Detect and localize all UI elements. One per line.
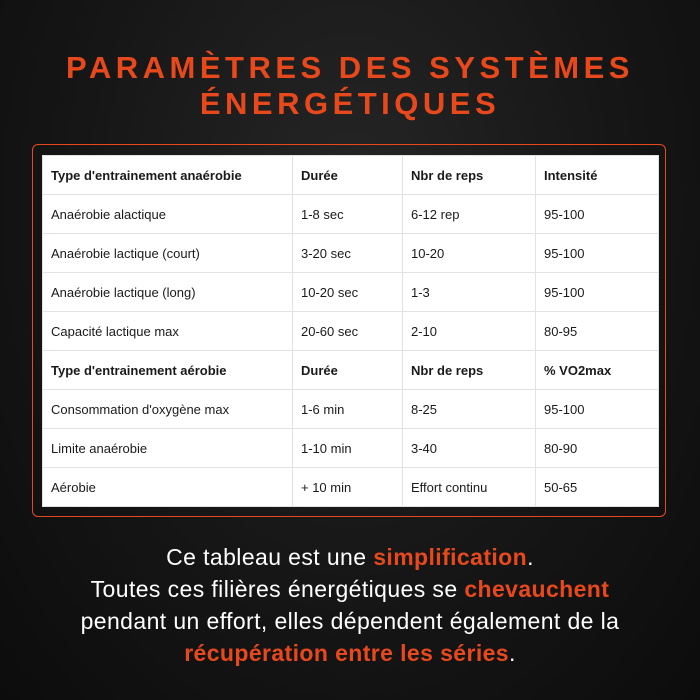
table-cell: 3-40 [403,429,536,468]
table-cell: + 10 min [293,468,403,507]
table-row [43,468,659,507]
table-cell: Consommation d'oxygène max [43,390,293,429]
table-cell: 1-8 sec [293,195,403,234]
table-cell: 3-20 sec [293,234,403,273]
caption-text [0,541,700,669]
table-cell: 1-3 [403,273,536,312]
header-cell-type: Type d'entrainement aérobie [43,351,293,390]
table-cell: 95-100 [536,273,659,312]
table-cell: Anaérobie alactique [43,195,293,234]
table-row [43,234,659,273]
table-row [43,312,659,351]
table-row [43,273,659,312]
header-cell-type: Type d'entrainement anaérobie [43,156,293,195]
caption-text-segment: Ce tableau est une [166,544,374,570]
page-title-line-1: PARAMÈTRES DES SYSTÈMES [65,50,634,85]
caption-text-segment: Toutes ces filières énergétiques se [90,576,465,602]
header-cell-reps: Nbr de reps [403,351,536,390]
table-cell: 8-25 [403,390,536,429]
caption-line-2 [0,573,700,605]
header-cell-vo2max: % VO2max [536,351,659,390]
table-cell: 95-100 [536,195,659,234]
table-cell: 80-95 [536,312,659,351]
caption-highlight-recuperation: récupération entre les séries [184,640,509,666]
table-cell: Aérobie [43,468,293,507]
caption-text-segment: . [509,640,516,666]
table-row [43,195,659,234]
caption-highlight-simplification: simplification [373,544,528,570]
header-cell-intensity: Intensité [536,156,659,195]
anaerobic-header-row [43,156,659,195]
caption-line-4 [0,637,700,669]
table-cell: 95-100 [536,234,659,273]
table-row [43,429,659,468]
table-cell: 10-20 [403,234,536,273]
table-cell: 50-65 [536,468,659,507]
table-cell: 1-10 min [293,429,403,468]
table-cell: Limite anaérobie [43,429,293,468]
table-cell: 80-90 [536,429,659,468]
caption-line-1 [0,541,700,573]
header-cell-duration: Durée [293,351,403,390]
table-row [43,390,659,429]
table-cell: 2-10 [403,312,536,351]
table-cell: 20-60 sec [293,312,403,351]
table-cell: Capacité lactique max [43,312,293,351]
table-cell: 10-20 sec [293,273,403,312]
table-cell: Anaérobie lactique (court) [43,234,293,273]
table-cell: 95-100 [536,390,659,429]
table-cell: Effort continu [403,468,536,507]
caption-line-3: pendant un effort, elles dépendent également de la [80,608,620,634]
caption-text-segment: . [527,544,534,570]
page-title-line-2: ÉNERGÉTIQUES [199,86,501,121]
header-cell-reps: Nbr de reps [403,156,536,195]
table-cell: 1-6 min [293,390,403,429]
caption-highlight-chevauchent: chevauchent [464,576,610,602]
page-title [0,50,700,122]
table-cell: Anaérobie lactique (long) [43,273,293,312]
energy-systems-table [42,155,659,507]
aerobic-header-row [43,351,659,390]
header-cell-duration: Durée [293,156,403,195]
table-cell: 6-12 rep [403,195,536,234]
